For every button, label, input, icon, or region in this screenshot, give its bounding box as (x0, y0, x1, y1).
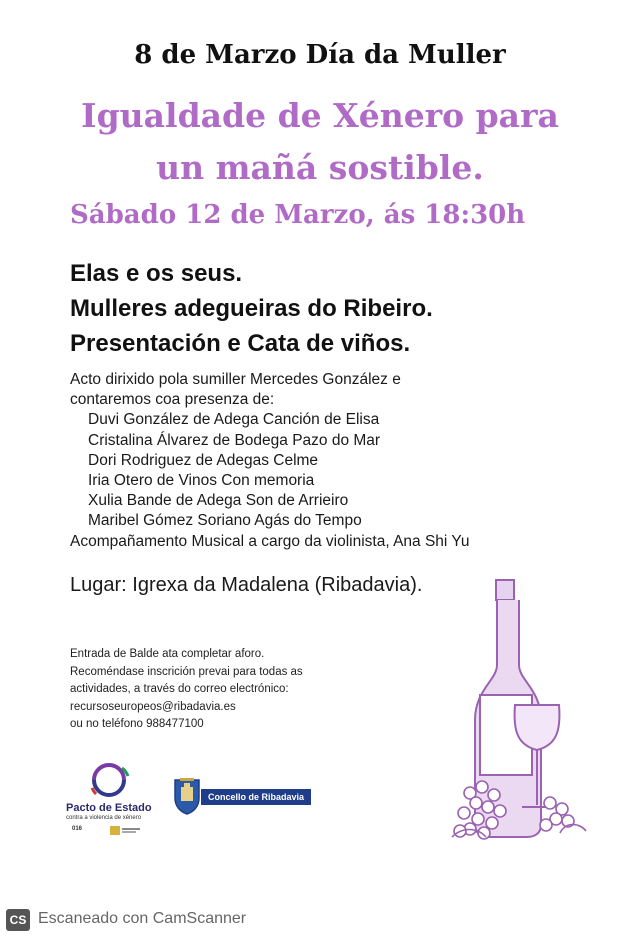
headline-line-1: Elas e os seus. (70, 260, 243, 287)
pacto-title: Pacto de Estado (66, 802, 152, 814)
info-line-3: actividades, a través do correo electrónico: (70, 683, 289, 695)
spain-government-logo-icon (110, 826, 140, 835)
subtitle-line-1: Igualdade de Xénero para (81, 96, 559, 135)
headline (70, 256, 433, 361)
guest-item: Duvi González de Adega Canción de Elisa (88, 411, 380, 429)
guest-item: Cristalina Álvarez de Bodega Pazo do Mar (88, 431, 381, 449)
event-description (70, 370, 470, 552)
headline-line-2: Mulleres adegueiras do Ribeiro. (70, 295, 433, 322)
headline-line-3: Presentación e Cata de viños. (70, 330, 411, 357)
info-line-1: Entrada de Balde ata completar aforo. (70, 648, 265, 660)
pacto-subtitle: contra a violencia de xénero (66, 815, 142, 821)
info-line-2: Recoméndase inscrición prevai para todas as (70, 665, 303, 678)
camscanner-watermark: Escaneado con CamScanner (38, 910, 247, 927)
subtitle-line-2: un mañá sostible. (156, 148, 484, 187)
intro-line-2: contaremos coa presenza de: (70, 391, 275, 409)
email-address: recursoseuropeos@ribadavia.es (70, 700, 236, 713)
pacto-de-estado-logo-icon (84, 758, 134, 802)
concello-label: Concello de Ribadavia (201, 789, 311, 805)
event-subtitle (0, 90, 640, 194)
intro-line-1: Acto dirixido pola sumiller Mercedes González e (70, 371, 401, 388)
phone-line: ou no teléfono 988477100 (70, 718, 204, 730)
music-line: Acompañamento Musical a cargo da violinista, Ana Shi Yu (70, 532, 470, 550)
event-date: Sábado 12 de Marzo, ás 18:30h (70, 200, 526, 230)
guest-item: Xulia Bande de Adega Son de Arrieiro (88, 492, 349, 510)
concello-shield-icon (172, 776, 202, 816)
guest-item: Iria Otero de Vinos Con memoria (88, 472, 315, 490)
guest-item: Dori Rodriguez de Adegas Celme (88, 451, 319, 469)
hotline-number: 016 (72, 826, 83, 832)
registration-info (70, 646, 303, 734)
camscanner-icon: CS (6, 909, 30, 931)
event-title: 8 de Marzo Día da Muller (134, 40, 506, 70)
guest-item: Maribel Gómez Soriano Agás do Tempo (88, 512, 362, 530)
event-location: Lugar: Igrexa da Madalena (Ribadavia). (70, 574, 423, 596)
wine-bottle-illustration-icon (440, 575, 590, 855)
